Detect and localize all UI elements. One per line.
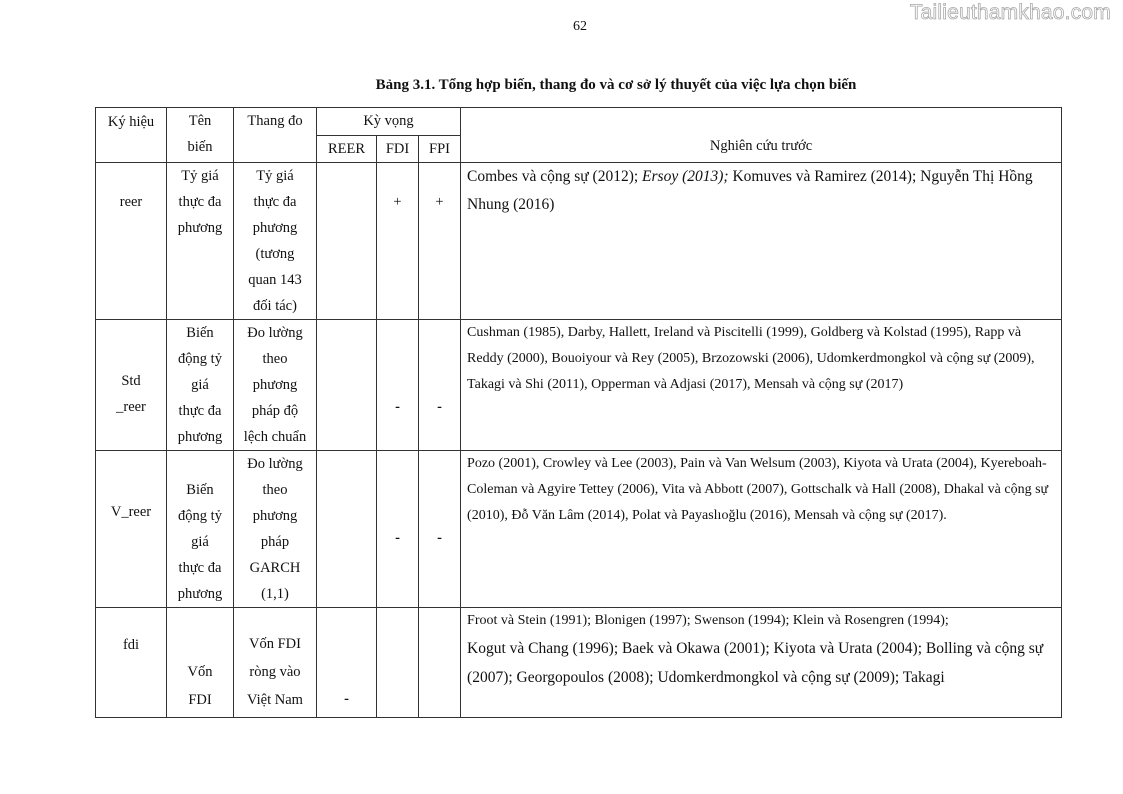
name-line: phương <box>177 220 223 236</box>
reer-sign-cell: - <box>317 608 377 718</box>
name-line: Biến <box>186 325 214 341</box>
scale-line: pháp độ <box>251 403 299 419</box>
scale-line: đối tác) <box>253 298 297 314</box>
fdi-sign-cell: + <box>377 163 419 320</box>
scale-line: Vốn FDI <box>249 636 301 652</box>
name-line: FDI <box>188 692 212 708</box>
name-line: giá <box>191 534 209 550</box>
name-line: thực đa <box>178 560 222 576</box>
header-fdi: FDI <box>377 136 419 163</box>
header-name-line2: biến <box>187 139 213 155</box>
fpi-sign-cell: - <box>419 320 461 451</box>
scale-cell <box>234 163 317 320</box>
header-name <box>167 108 234 163</box>
scale-line: phương <box>252 377 298 393</box>
name-cell <box>167 451 234 608</box>
scale-line: lệch chuẩn <box>243 429 307 445</box>
scale-line: Việt Nam <box>247 692 303 708</box>
scale-line: ròng vào <box>249 664 301 680</box>
header-symbol: Ký hiệu <box>96 108 167 163</box>
scale-line: (tương <box>255 246 295 262</box>
fpi-sign-cell: - <box>419 451 461 608</box>
table-row-fdi <box>96 608 1062 718</box>
table-row-std-reer <box>96 320 1062 451</box>
fdi-sign-cell: - <box>377 320 419 451</box>
scale-cell <box>234 608 317 718</box>
reer-sign-cell <box>317 320 377 451</box>
fpi-sign-cell <box>419 608 461 718</box>
studies-line: Froot và Stein (1991); Blonigen (1997); Swenson (1994); Klein và Rosengren (1994); <box>467 613 949 628</box>
name-line: Tỷ giá <box>181 168 219 184</box>
header-name-line1: Tên <box>188 113 212 129</box>
name-cell <box>167 320 234 451</box>
table-row-v-reer <box>96 451 1062 608</box>
reer-sign-cell <box>317 451 377 608</box>
scale-line: Đo lường <box>247 456 303 472</box>
studies-italic: Ersoy (2013); <box>642 168 729 185</box>
fdi-sign-cell: - <box>377 451 419 608</box>
name-cell <box>167 163 234 320</box>
reer-sign-cell <box>317 163 377 320</box>
studies-cell: Cushman (1985), Darby, Hallett, Ireland và Piscitelli (1999), Goldberg và Kolstad (1995), Rapp và Reddy (2000), Bouoiyour và Rey (2005), Brzozowski (2006), Udomkerdmongkol và cộng sự (2009), Takagi và Shi (2011), Opperman và Adjasi (2017), Mensah và cộng sự (2017) <box>461 320 1062 451</box>
studies-text: Komuves và Ramirez (2014); Nguyễn Thị Hồng Nhung (2016) <box>467 168 1033 213</box>
name-cell <box>167 608 234 718</box>
table-row-reer <box>96 163 1062 320</box>
name-line: thực đa <box>178 194 222 210</box>
name-line: phương <box>177 586 223 602</box>
scale-line: GARCH <box>249 560 301 576</box>
header-row-1 <box>96 108 1062 136</box>
studies-cell <box>461 608 1062 718</box>
studies-text: Kogut và Chang (1996); Baek và Okawa (2001); Kiyota và Urata (2004); Bolling và cộng sự (2007); Georgopoulos (2008); Udomkerdmongkol và cộng sự (2009); Takagi <box>467 640 1044 686</box>
scale-line: Tỷ giá <box>256 168 294 184</box>
scale-line: (1,1) <box>261 586 289 602</box>
header-fpi: FPI <box>419 136 461 163</box>
scale-cell <box>234 451 317 608</box>
studies-cell <box>461 163 1062 320</box>
symbol-cell: reer <box>96 163 167 320</box>
scale-line: theo <box>262 351 288 367</box>
name-line: động tỷ <box>178 351 222 367</box>
variables-table <box>95 107 1062 718</box>
scale-line: theo <box>262 482 288 498</box>
scale-line: quan 143 <box>248 272 302 288</box>
header-scale: Thang đo <box>234 108 317 163</box>
name-line: thực đa <box>178 403 222 419</box>
symbol-cell: fdi <box>96 608 167 718</box>
name-line: phương <box>177 429 223 445</box>
scale-cell <box>234 320 317 451</box>
page-number: 62 <box>573 19 587 34</box>
header-studies: Nghiên cứu trước <box>461 108 1062 163</box>
symbol-cell: V_reer <box>96 451 167 608</box>
header-reer: REER <box>317 136 377 163</box>
name-line: động tỷ <box>178 508 222 524</box>
watermark: Tailieuthamkhao.com <box>909 1 1111 24</box>
symbol-cell: Std _reer <box>96 320 167 451</box>
fdi-sign-cell <box>377 608 419 718</box>
fpi-sign-cell: + <box>419 163 461 320</box>
studies-text: Combes và cộng sự (2012); <box>467 168 643 185</box>
scale-line: thực đa <box>253 194 297 210</box>
name-line: Vốn <box>187 664 213 680</box>
name-line: Biến <box>186 482 214 498</box>
name-line: giá <box>191 377 209 393</box>
scale-line: pháp <box>260 534 290 550</box>
scale-line: phương <box>252 508 298 524</box>
scale-line: Đo lường <box>247 325 303 341</box>
scale-line: phương <box>252 220 298 236</box>
header-expectation: Kỳ vọng <box>317 108 461 136</box>
table-title: Bảng 3.1. Tổng hợp biến, thang đo và cơ sở lý thuyết của việc lựa chọn biến <box>375 77 857 93</box>
studies-cell: Pozo (2001), Crowley và Lee (2003), Pain và Van Welsum (2003), Kiyota và Urata (2004), Kyereboah-Coleman và Agyire Tettey (2006), Vita và Abbott (2007), Gottschalk và Hall (2008), Dhakal và cộng sự (2010), Đỗ Văn Lâm (2014), Polat và Payaslıoğlu (2016), Mensah và cộng sự (2017). <box>461 451 1062 608</box>
